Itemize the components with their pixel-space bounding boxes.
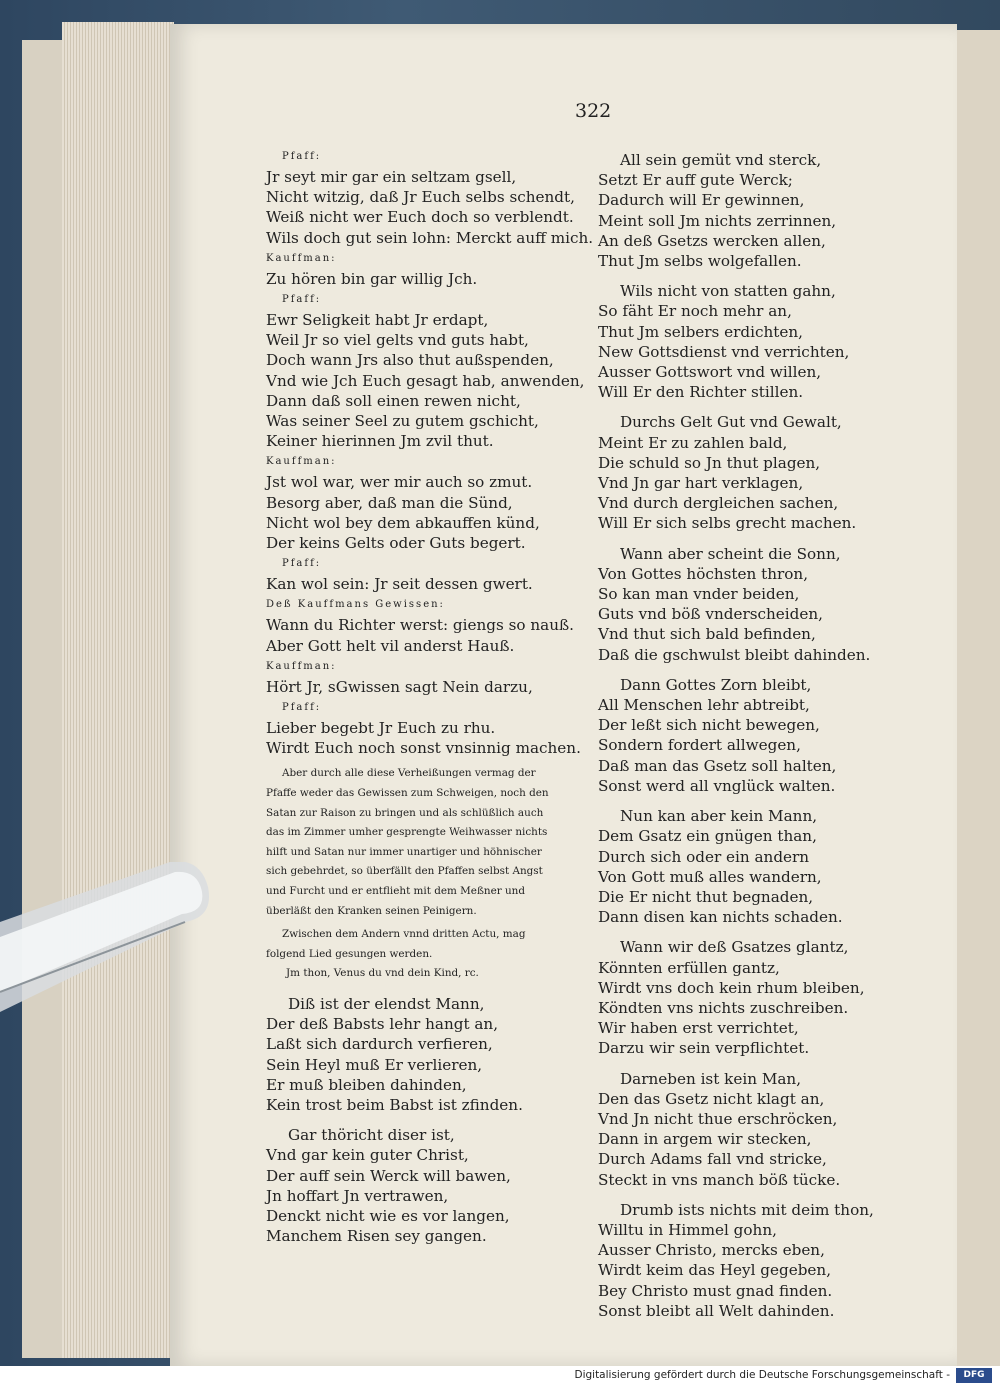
- prose-line: sich gebehrdet, so überfällt den Pfaffen selbst Angst: [266, 865, 543, 878]
- verse-line: Manchem Risen sey gangen.: [266, 1227, 487, 1246]
- verse-line: Wils nicht von statten gahn,: [620, 282, 836, 301]
- prose-line: Satan zur Raison zu bringen und als schlüßlich auch: [266, 806, 544, 819]
- verse-line: Der keins Gelts oder Guts begert.: [266, 534, 526, 553]
- verse-line: An deß Gsetzs wercken allen,: [598, 231, 826, 250]
- verse-line: Dann Gottes Zorn bleibt,: [620, 675, 812, 694]
- verse-line: Kein trost beim Babst ist zfinden.: [266, 1096, 523, 1115]
- verse-line: Setzt Er auff gute Werck;: [598, 171, 793, 190]
- verse-line: New Gottsdienst vnd verrichten,: [598, 342, 850, 361]
- verse-line: Wils doch gut sein lohn: Merckt auff mich.: [266, 228, 594, 247]
- verse-line: Zu hören bin gar willig Jch.: [266, 269, 478, 288]
- verse-line: Er muß bleiben dahinden,: [266, 1075, 467, 1094]
- verse-line: Denckt nicht wie es vor langen,: [266, 1207, 510, 1226]
- song-note: [266, 925, 566, 964]
- verse-line: Vnd durch dergleichen sachen,: [598, 494, 839, 513]
- verse-line: Weil Jr so viel gelts vnd guts habt,: [266, 331, 529, 350]
- prose-line: folgend Lied gesungen werden.: [266, 947, 433, 960]
- verse-line: Könnten erfüllen gantz,: [598, 958, 780, 977]
- verse-line: So fäht Er noch mehr an,: [598, 302, 792, 321]
- verse-line: Ausser Christo, mercks eben,: [598, 1241, 825, 1260]
- verse-line: Wann aber scheint die Sonn,: [620, 544, 841, 563]
- prose-line: das im Zimmer umher gesprengte Weihwasser nichts: [266, 826, 548, 839]
- verse-line: Doch wann Jrs also thut außspenden,: [266, 351, 554, 370]
- verse-line: Gar thöricht diser ist,: [288, 1126, 455, 1145]
- verse-line: Bey Christo must gnad finden.: [598, 1281, 833, 1300]
- verse-line: Jn hoffart Jn vertrawen,: [266, 1186, 449, 1205]
- verse-line: Dem Gsatz ein gnügen than,: [598, 827, 817, 846]
- speaker-label: Pfaff:: [282, 702, 322, 714]
- page-number: 322: [575, 100, 612, 122]
- verse-line: Was seiner Seel zu gutem gschicht,: [266, 412, 539, 431]
- verse-line: Wirdt keim das Heyl gegeben,: [598, 1261, 832, 1280]
- verse-line: Die schuld so Jn thut plagen,: [598, 453, 821, 472]
- speaker-label: Kauffman:: [266, 252, 337, 264]
- verse-line: Jst wol war, wer mir auch so zmut.: [266, 473, 533, 492]
- verse-line: Vnd wie Jch Euch gesagt hab, anwenden,: [266, 371, 585, 390]
- verse-line: All Menschen lehr abtreibt,: [598, 696, 810, 715]
- verse-line: Sonst werd all vnglück walten.: [598, 776, 836, 795]
- verse-line: Drumb ists nichts mit deim thon,: [620, 1200, 874, 1219]
- funding-credit: Digitalisierung gefördert durch die Deutsche Forschungsgemeinschaft -: [574, 1369, 950, 1381]
- prose-line: Pfaffe weder das Gewissen zum Schweigen, noch den: [266, 787, 549, 800]
- prose-line: hilft und Satan nur immer unartiger und höhnischer: [266, 845, 542, 858]
- scanner-glass-holder: [0, 862, 230, 1042]
- verse-line: Nicht witzig, daß Jr Euch selbs schendt,: [266, 188, 575, 207]
- verse-line: Dann in argem wir stecken,: [598, 1130, 812, 1149]
- verse-line: Aber Gott helt vil anderst Hauß.: [266, 636, 515, 655]
- verse-line: Dadurch will Er gewinnen,: [598, 191, 805, 210]
- verse-line: Steckt in vns manch böß tücke.: [598, 1170, 841, 1189]
- verse-line: Vnd Jn nicht thue erschröcken,: [598, 1109, 838, 1128]
- verse-line: All sein gemüt vnd sterck,: [620, 151, 822, 169]
- page-stack-edge: [62, 22, 174, 1358]
- tune-line: Jm thon, Venus du vnd dein Kind, rc.: [286, 967, 479, 980]
- verse-line: Vnd thut sich bald befinden,: [598, 625, 816, 644]
- verse-line: Köndten vns nichts zuschreiben.: [598, 998, 849, 1017]
- verse-line: Lieber begebt Jr Euch zu rhu.: [266, 719, 496, 738]
- verse-line: Hört Jr, sGwissen sagt Nein darzu,: [266, 677, 533, 696]
- verse-line: Thut Jm selbs wolgefallen.: [598, 252, 802, 271]
- verse-line: Willtu in Himmel gohn,: [598, 1220, 777, 1239]
- verse-line: Thut Jm selbers erdichten,: [598, 322, 803, 341]
- speaker-label: Kauffman:: [266, 456, 337, 468]
- verse-line: Darneben ist kein Man,: [620, 1069, 802, 1088]
- prose-line: Aber durch alle diese Verheißungen vermag der: [282, 767, 536, 780]
- verse-line: Diß ist der elendst Mann,: [288, 995, 485, 1013]
- verse-line: Der auff sein Werck will bawen,: [266, 1166, 511, 1185]
- speaker-label: Pfaff:: [282, 558, 322, 570]
- verse-line: Will Er den Richter stillen.: [598, 383, 804, 402]
- verse-line: Daß man das Gsetz soll halten,: [598, 756, 837, 775]
- verse-line: Sein Heyl muß Er verlieren,: [266, 1055, 483, 1074]
- verse-line: Darzu wir sein verpflichtet.: [598, 1039, 810, 1058]
- verse-line: Ewr Seligkeit habt Jr erdapt,: [266, 311, 489, 330]
- verse-line: Von Gott muß alles wandern,: [598, 867, 822, 886]
- prose-line: überläßt den Kranken seinen Peinigern.: [266, 904, 477, 917]
- prose-line: und Furcht und er entflieht mit dem Meßner und: [266, 885, 526, 898]
- verse-line: Durchs Gelt Gut vnd Gewalt,: [620, 413, 842, 432]
- verse-line: Wirdt Euch noch sonst vnsinnig machen.: [266, 739, 581, 758]
- verse-line: So kan man vnder beiden,: [598, 585, 800, 604]
- speaker-label: Deß Kauffmans Gewissen:: [266, 599, 445, 611]
- speaker-label: Pfaff:: [282, 151, 322, 162]
- verse-line: Von Gottes höchsten thron,: [598, 564, 809, 583]
- verse-line: Weiß nicht wer Euch doch so verblendt.: [266, 208, 574, 227]
- verse-line: Die Er nicht thut begnaden,: [598, 887, 814, 906]
- verse-line: Sondern fordert allwegen,: [598, 736, 801, 755]
- verse-line: Laßt sich dardurch verfieren,: [266, 1035, 493, 1054]
- verse-line: Der leßt sich nicht bewegen,: [598, 716, 820, 735]
- verse-line: Kan wol sein: Jr seit dessen gwert.: [266, 575, 533, 594]
- verse-line: Durch Adams fall vnd stricke,: [598, 1150, 827, 1169]
- verse-line: Wir haben erst verrichtet,: [598, 1019, 799, 1038]
- verse-line: Vnd Jn gar hart verklagen,: [598, 474, 804, 493]
- prose-line: Zwischen dem Andern vnnd dritten Actu, mag: [282, 928, 526, 941]
- verse-line: Durch sich oder ein andern: [598, 847, 810, 866]
- verse-line: Dann daß soll einen rewen nicht,: [266, 391, 521, 410]
- speaker-label: Kauffman:: [266, 660, 337, 672]
- verse-line: Wann du Richter werst: giengs so nauß.: [266, 616, 574, 635]
- verse-line: Dann disen kan nichts schaden.: [598, 908, 843, 927]
- facing-page-edge: [955, 30, 1000, 1366]
- verse-line: Will Er sich selbs grecht machen.: [598, 514, 857, 533]
- verse-line: Ausser Gottswort vnd willen,: [598, 363, 822, 382]
- verse-line: Wirdt vns doch kein rhum bleiben,: [598, 978, 865, 997]
- stage-direction: [266, 764, 566, 921]
- left-column: [266, 150, 594, 1246]
- verse-line: Vnd gar kein guter Christ,: [266, 1146, 469, 1165]
- verse-line: Wann wir deß Gsatzes glantz,: [620, 938, 849, 957]
- verse-line: Besorg aber, daß man die Sünd,: [266, 493, 513, 512]
- dfg-logo: DFG: [956, 1368, 992, 1383]
- speaker-label: Pfaff:: [282, 294, 322, 306]
- verse-line: Nicht wol bey dem abkauffen künd,: [266, 513, 540, 532]
- verse-line: Jr seyt mir gar ein seltzam gsell,: [266, 168, 517, 186]
- verse-line: Den das Gsetz nicht klagt an,: [598, 1089, 825, 1108]
- verse-line: Nun kan aber kein Mann,: [620, 807, 818, 826]
- verse-line: Keiner hierinnen Jm zvil thut.: [266, 432, 494, 451]
- verse-line: Meint Er zu zahlen bald,: [598, 433, 788, 452]
- verse-line: Der deß Babsts lehr hangt an,: [266, 1015, 499, 1034]
- verse-line: Meint soll Jm nichts zerrinnen,: [598, 211, 837, 230]
- verse-line: Guts vnd böß vnderscheiden,: [598, 605, 823, 624]
- verse-line: Sonst bleibt all Welt dahinden.: [598, 1301, 835, 1320]
- verse-line: Daß die gschwulst bleibt dahinden.: [598, 645, 871, 664]
- right-column: [598, 150, 888, 1321]
